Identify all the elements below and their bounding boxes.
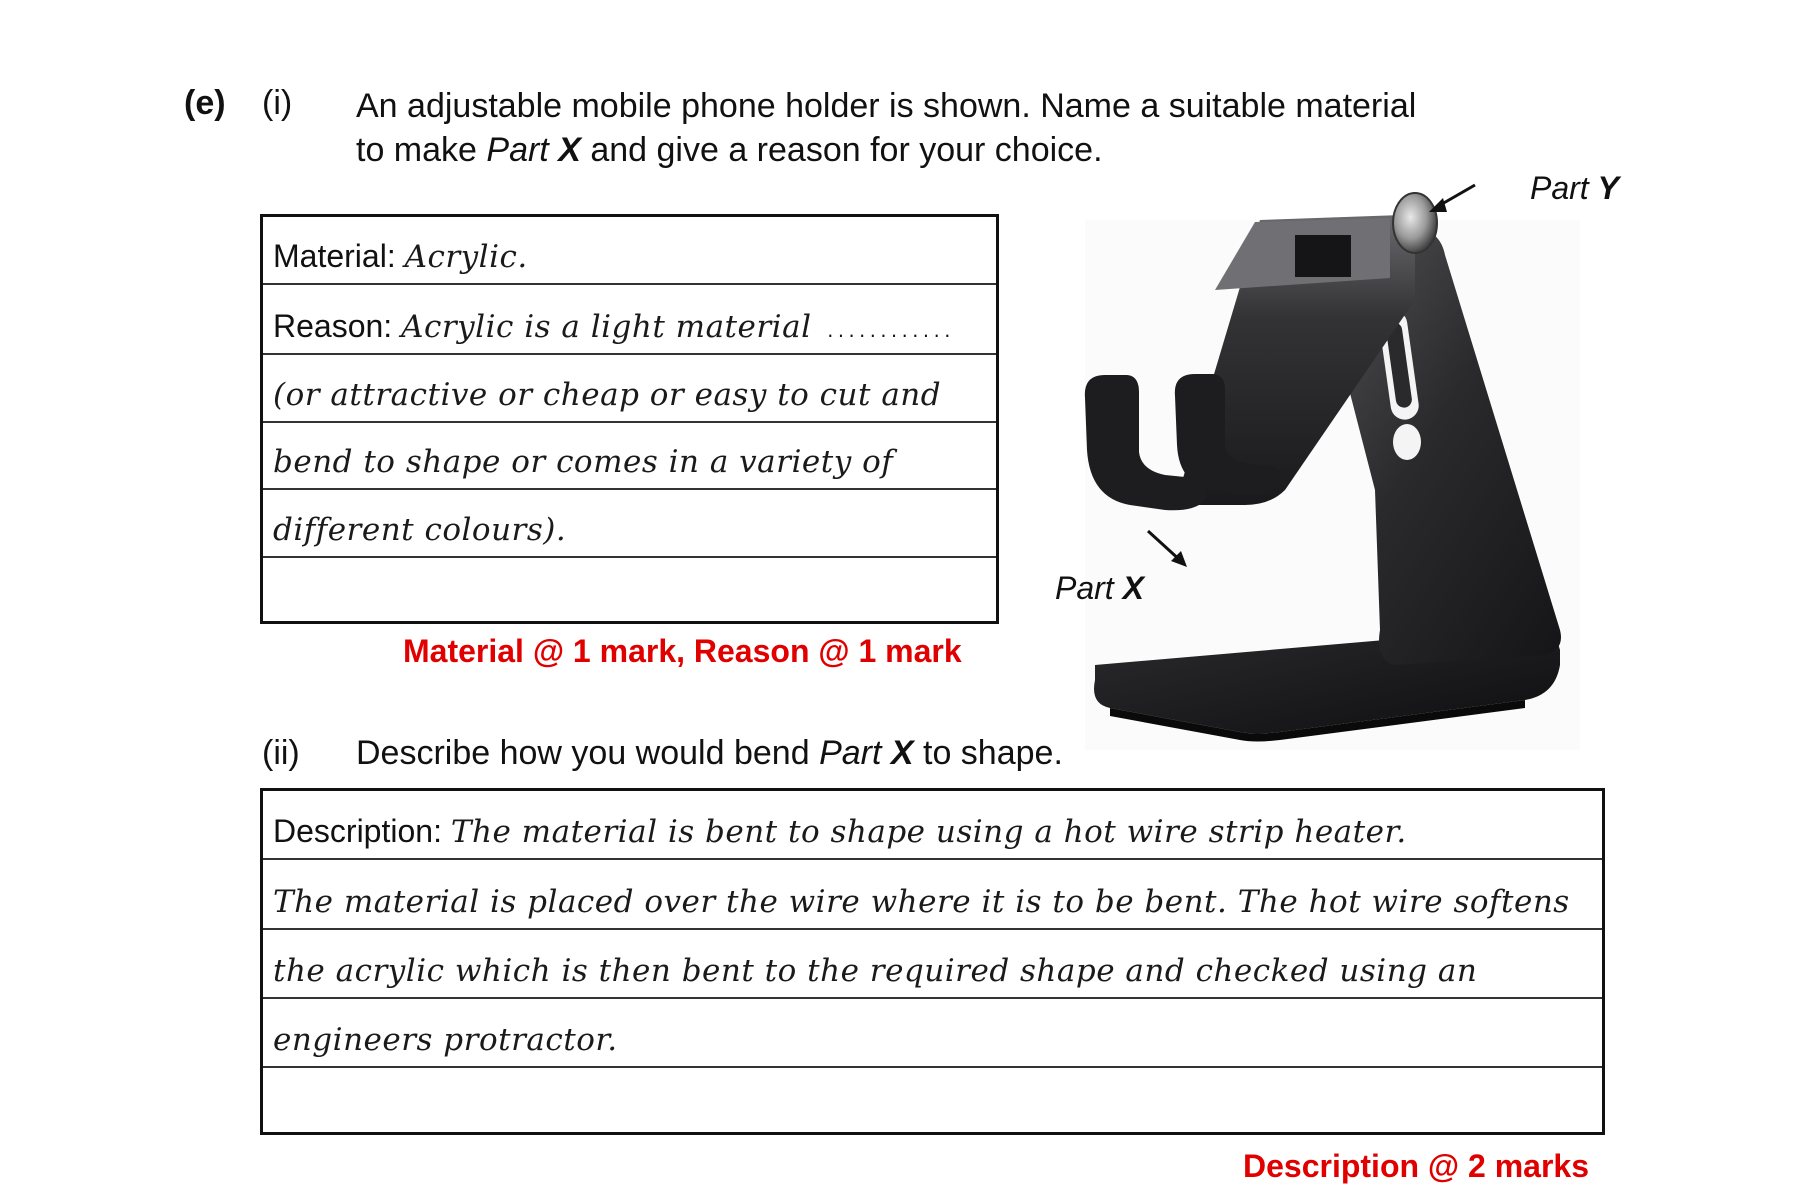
reason-answer: Acrylic is a light material <box>401 309 812 345</box>
phone-holder-figure <box>1055 160 1775 760</box>
description-line-3: the acrylic which is then bent to the required shape and checked using an <box>273 953 1478 989</box>
part-ii-label: (ii) <box>262 734 300 772</box>
part-ii-stem <box>356 734 1063 773</box>
answer-row[interactable] <box>263 355 996 423</box>
part-letter: X <box>890 734 914 772</box>
answer-row-reason[interactable] <box>263 285 996 355</box>
reason-dots: ............ <box>825 322 954 341</box>
answer-line-3: (or attractive or cheap or easy to cut and <box>273 377 942 413</box>
answer-row[interactable] <box>263 423 996 490</box>
material-answer: Acrylic. <box>404 239 528 275</box>
answer-table-ii <box>260 788 1605 1135</box>
front-plate-cutout <box>1295 235 1351 277</box>
stem-text: Describe how you would bend <box>356 734 820 772</box>
marks-label-ii: Description @ 2 marks <box>1243 1148 1589 1184</box>
marks-label-i: Material @ 1 mark, Reason @ 1 mark <box>403 633 962 669</box>
answer-line-4: bend to shape or comes in a variety of <box>273 444 894 480</box>
answer-row[interactable] <box>263 930 1602 999</box>
stem-text: to shape. <box>913 734 1063 772</box>
answer-row-material[interactable] <box>263 217 996 285</box>
description-label: Description: <box>273 813 442 849</box>
round-hole <box>1393 424 1421 460</box>
material-label: Material: <box>273 238 396 274</box>
part-word: Part <box>486 131 559 169</box>
answer-row[interactable] <box>263 999 1602 1068</box>
answer-row[interactable] <box>263 558 996 621</box>
part-word: Part <box>819 734 891 772</box>
reason-label: Reason: <box>273 308 393 344</box>
answer-row[interactable] <box>263 860 1602 930</box>
stem-text: to make <box>356 131 487 169</box>
part-y-label <box>1530 170 1619 207</box>
phone-holder-image <box>1055 160 1775 760</box>
answer-row[interactable] <box>263 1068 1602 1132</box>
answer-table-i <box>260 214 999 624</box>
part-x-letter: X <box>1122 570 1144 606</box>
part-y-word: Part <box>1530 170 1598 206</box>
description-line-2: The material is placed over the wire where it is to be bent. The hot wire softens <box>273 884 1570 920</box>
hinge-knob <box>1393 193 1437 253</box>
part-i-stem <box>356 84 1456 172</box>
answer-row[interactable] <box>263 490 996 558</box>
part-i-label: (i) <box>262 84 293 122</box>
part-x-word: Part <box>1055 570 1123 606</box>
description-line-4: engineers protractor. <box>273 1022 618 1058</box>
answer-line-5: different colours). <box>273 512 567 548</box>
answer-row-description[interactable] <box>263 791 1602 860</box>
question-label: (e) <box>184 84 226 122</box>
part-y-letter: Y <box>1597 170 1619 206</box>
stem-line-1: An adjustable mobile phone holder is shown. Name a suitable material <box>356 87 1417 125</box>
description-line-1: The material is bent to shape using a hot wire strip heater. <box>450 814 1407 850</box>
stem-text: and give a reason for your choice. <box>580 131 1103 169</box>
part-letter: X <box>558 131 581 169</box>
part-x-label <box>1055 570 1144 607</box>
